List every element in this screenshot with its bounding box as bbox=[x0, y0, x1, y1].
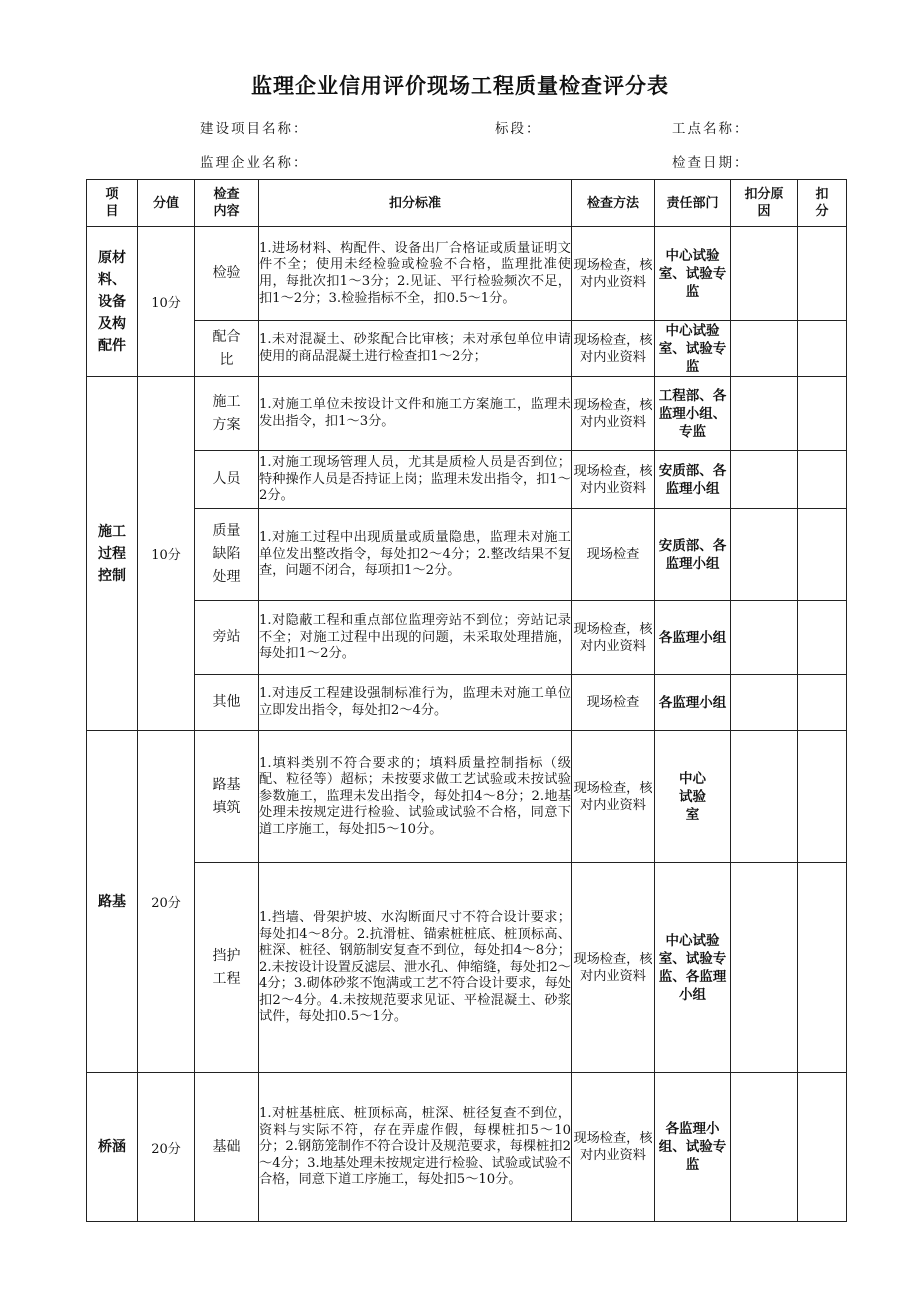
score-cell: 10分 bbox=[138, 227, 195, 377]
criteria-cell: 1.填料类别不符合要求的；填料质量控制指标（级配、粒径等）超标；未按要求做工艺试验或未按试验参数施工，监理未发出指令，每处扣4～8分；2.地基处理未按规定进行检验、试验或试验不合格，同意下道工序施工，每处扣5～10分。 bbox=[259, 731, 572, 863]
deduct-cell[interactable] bbox=[798, 863, 847, 1073]
dept-cell: 各监理小组 bbox=[655, 601, 731, 675]
header-reason: 扣分原因 bbox=[731, 180, 798, 227]
table-row bbox=[87, 451, 847, 509]
dept-cell: 中心试验室、试验专监 bbox=[655, 227, 731, 321]
reason-cell[interactable] bbox=[731, 675, 798, 731]
table-row bbox=[87, 731, 847, 863]
dept-cell: 安质部、各监理小组 bbox=[655, 451, 731, 509]
dept-cell: 安质部、各监理小组 bbox=[655, 509, 731, 601]
method-cell: 现场检查，核对内业资料 bbox=[572, 451, 655, 509]
category-cell: 桥涵 bbox=[87, 1073, 138, 1222]
reason-cell[interactable] bbox=[731, 863, 798, 1073]
method-cell: 现场检查，核对内业资料 bbox=[572, 227, 655, 321]
category-cell: 施工过程控制 bbox=[87, 377, 138, 731]
deduct-cell[interactable] bbox=[798, 731, 847, 863]
content-cell: 施工方案 bbox=[195, 377, 259, 451]
page-title: 监理企业信用评价现场工程质量检查评分表 bbox=[251, 74, 669, 98]
deduct-cell[interactable] bbox=[798, 377, 847, 451]
dept-cell: 中心试验室、试验专监 bbox=[655, 321, 731, 377]
reason-cell[interactable] bbox=[731, 509, 798, 601]
site-name-label: 工点名称： bbox=[672, 121, 750, 137]
table-row bbox=[87, 377, 847, 451]
table-row bbox=[87, 863, 847, 1073]
reason-cell[interactable] bbox=[731, 227, 798, 321]
header-content: 检查内容 bbox=[195, 180, 259, 227]
content-cell: 质量缺陷处理 bbox=[195, 509, 259, 601]
deduct-cell[interactable] bbox=[798, 321, 847, 377]
scoring-table bbox=[86, 179, 847, 1222]
table-row bbox=[87, 509, 847, 601]
content-cell: 人员 bbox=[195, 451, 259, 509]
content-cell: 旁站 bbox=[195, 601, 259, 675]
criteria-cell: 1.对隐蔽工程和重点部位监理旁站不到位；旁站记录不全；对施工过程中出现的问题，未采取处理措施，每处扣1～2分。 bbox=[259, 601, 572, 675]
table-row bbox=[87, 1073, 847, 1222]
header-dept: 责任部门 bbox=[655, 180, 731, 227]
company-name-label: 监理企业名称： bbox=[200, 155, 309, 171]
score-cell: 20分 bbox=[138, 1073, 195, 1222]
deduct-cell[interactable] bbox=[798, 675, 847, 731]
dept-cell: 工程部、各监理小组、专监 bbox=[655, 377, 731, 451]
header-score: 分值 bbox=[138, 180, 195, 227]
dept-cell: 中心试验室、试验专监、各监理小组 bbox=[655, 863, 731, 1073]
project-name-label: 建设项目名称： bbox=[200, 121, 309, 137]
method-cell: 现场检查，核对内业资料 bbox=[572, 863, 655, 1073]
criteria-cell: 1.对施工单位未按设计文件和施工方案施工，监理未发出指令，扣1～3分。 bbox=[259, 377, 572, 451]
header-item: 项目 bbox=[87, 180, 138, 227]
table-row bbox=[87, 321, 847, 377]
dept-cell: 中心试验室 bbox=[655, 731, 731, 863]
method-cell: 现场检查，核对内业资料 bbox=[572, 1073, 655, 1222]
reason-cell[interactable] bbox=[731, 731, 798, 863]
content-cell: 路基填筑 bbox=[195, 731, 259, 863]
deduct-cell[interactable] bbox=[798, 227, 847, 321]
reason-cell[interactable] bbox=[731, 377, 798, 451]
check-date-label: 检查日期： bbox=[672, 155, 750, 171]
method-cell: 现场检查，核对内业资料 bbox=[572, 601, 655, 675]
reason-cell[interactable] bbox=[731, 601, 798, 675]
header-method: 检查方法 bbox=[572, 180, 655, 227]
criteria-cell: 1.对施工过程中出现质量或质量隐患，监理未对施工单位发出整改指令，每处扣2～4分；2.整改结果不复查，问题不闭合，每项扣1～2分。 bbox=[259, 509, 572, 601]
score-cell: 10分 bbox=[138, 377, 195, 731]
deduct-cell[interactable] bbox=[798, 509, 847, 601]
content-cell: 其他 bbox=[195, 675, 259, 731]
method-cell: 现场检查，核对内业资料 bbox=[572, 321, 655, 377]
reason-cell[interactable] bbox=[731, 451, 798, 509]
criteria-cell: 1.未对混凝土、砂浆配合比审核；未对承包单位申请使用的商品混凝土进行检查扣1～2分； bbox=[259, 321, 572, 377]
header-deduct: 扣分 bbox=[798, 180, 847, 227]
dept-cell: 各监理小组、试验专监 bbox=[655, 1073, 731, 1222]
dept-cell: 各监理小组 bbox=[655, 675, 731, 731]
criteria-cell: 1.对施工现场管理人员，尤其是质检人员是否到位；特种操作人员是否持证上岗；监理未发出指令，扣1～2分。 bbox=[259, 451, 572, 509]
reason-cell[interactable] bbox=[731, 321, 798, 377]
method-cell: 现场检查，核对内业资料 bbox=[572, 377, 655, 451]
method-cell: 现场检查，核对内业资料 bbox=[572, 731, 655, 863]
method-cell: 现场检查 bbox=[572, 509, 655, 601]
table-row bbox=[87, 227, 847, 321]
table-row bbox=[87, 675, 847, 731]
section-label: 标段： bbox=[495, 121, 542, 137]
content-cell: 基础 bbox=[195, 1073, 259, 1222]
deduct-cell[interactable] bbox=[798, 601, 847, 675]
category-cell: 原材料、设备及构配件 bbox=[87, 227, 138, 377]
header-criteria: 扣分标准 bbox=[259, 180, 572, 227]
table-row bbox=[87, 601, 847, 675]
criteria-cell: 1.对桩基桩底、桩顶标高，桩深、桩径复查不到位，资料与实际不符，存在弄虚作假，每棵桩扣5～10分；2.钢筋笼制作不符合设计及规范要求，每棵桩扣2～4分；3.地基处理未按规定进行检验、试验或试验不合格，同意下道工序施工，每处扣5～10分。 bbox=[259, 1073, 572, 1222]
method-cell: 现场检查 bbox=[572, 675, 655, 731]
header-row bbox=[87, 180, 847, 227]
criteria-cell: 1.对违反工程建设强制标准行为，监理未对施工单位立即发出指令，每处扣2～4分。 bbox=[259, 675, 572, 731]
score-cell: 20分 bbox=[138, 731, 195, 1073]
criteria-cell: 1.挡墙、骨架护坡、水沟断面尺寸不符合设计要求；每处扣4～8分。2.抗滑桩、锚索桩桩底、桩顶标高、桩深、桩径、钢筋制安复查不到位，每处扣4～8分；2.未按设计设置反滤层、泄水孔、伸缩缝，每处扣2～4分；3.砌体砂浆不饱满或工艺不符合设计要求，每处扣2～4分。4.未按规范要求见证、平检混凝土、砂浆试件，每处扣0.5～1分。 bbox=[259, 863, 572, 1073]
content-cell: 检验 bbox=[195, 227, 259, 321]
category-cell: 路基 bbox=[87, 731, 138, 1073]
reason-cell[interactable] bbox=[731, 1073, 798, 1222]
content-cell: 配合比 bbox=[195, 321, 259, 377]
criteria-cell: 1.进场材料、构配件、设备出厂合格证或质量证明文件不全；使用未经检验或检验不合格，监理批准使用，每批次扣1～3分；2.见证、平行检验频次不足，扣1～2分；3.检验指标不全，扣0.5～1分。 bbox=[259, 227, 572, 321]
deduct-cell[interactable] bbox=[798, 451, 847, 509]
content-cell: 挡护工程 bbox=[195, 863, 259, 1073]
deduct-cell[interactable] bbox=[798, 1073, 847, 1222]
